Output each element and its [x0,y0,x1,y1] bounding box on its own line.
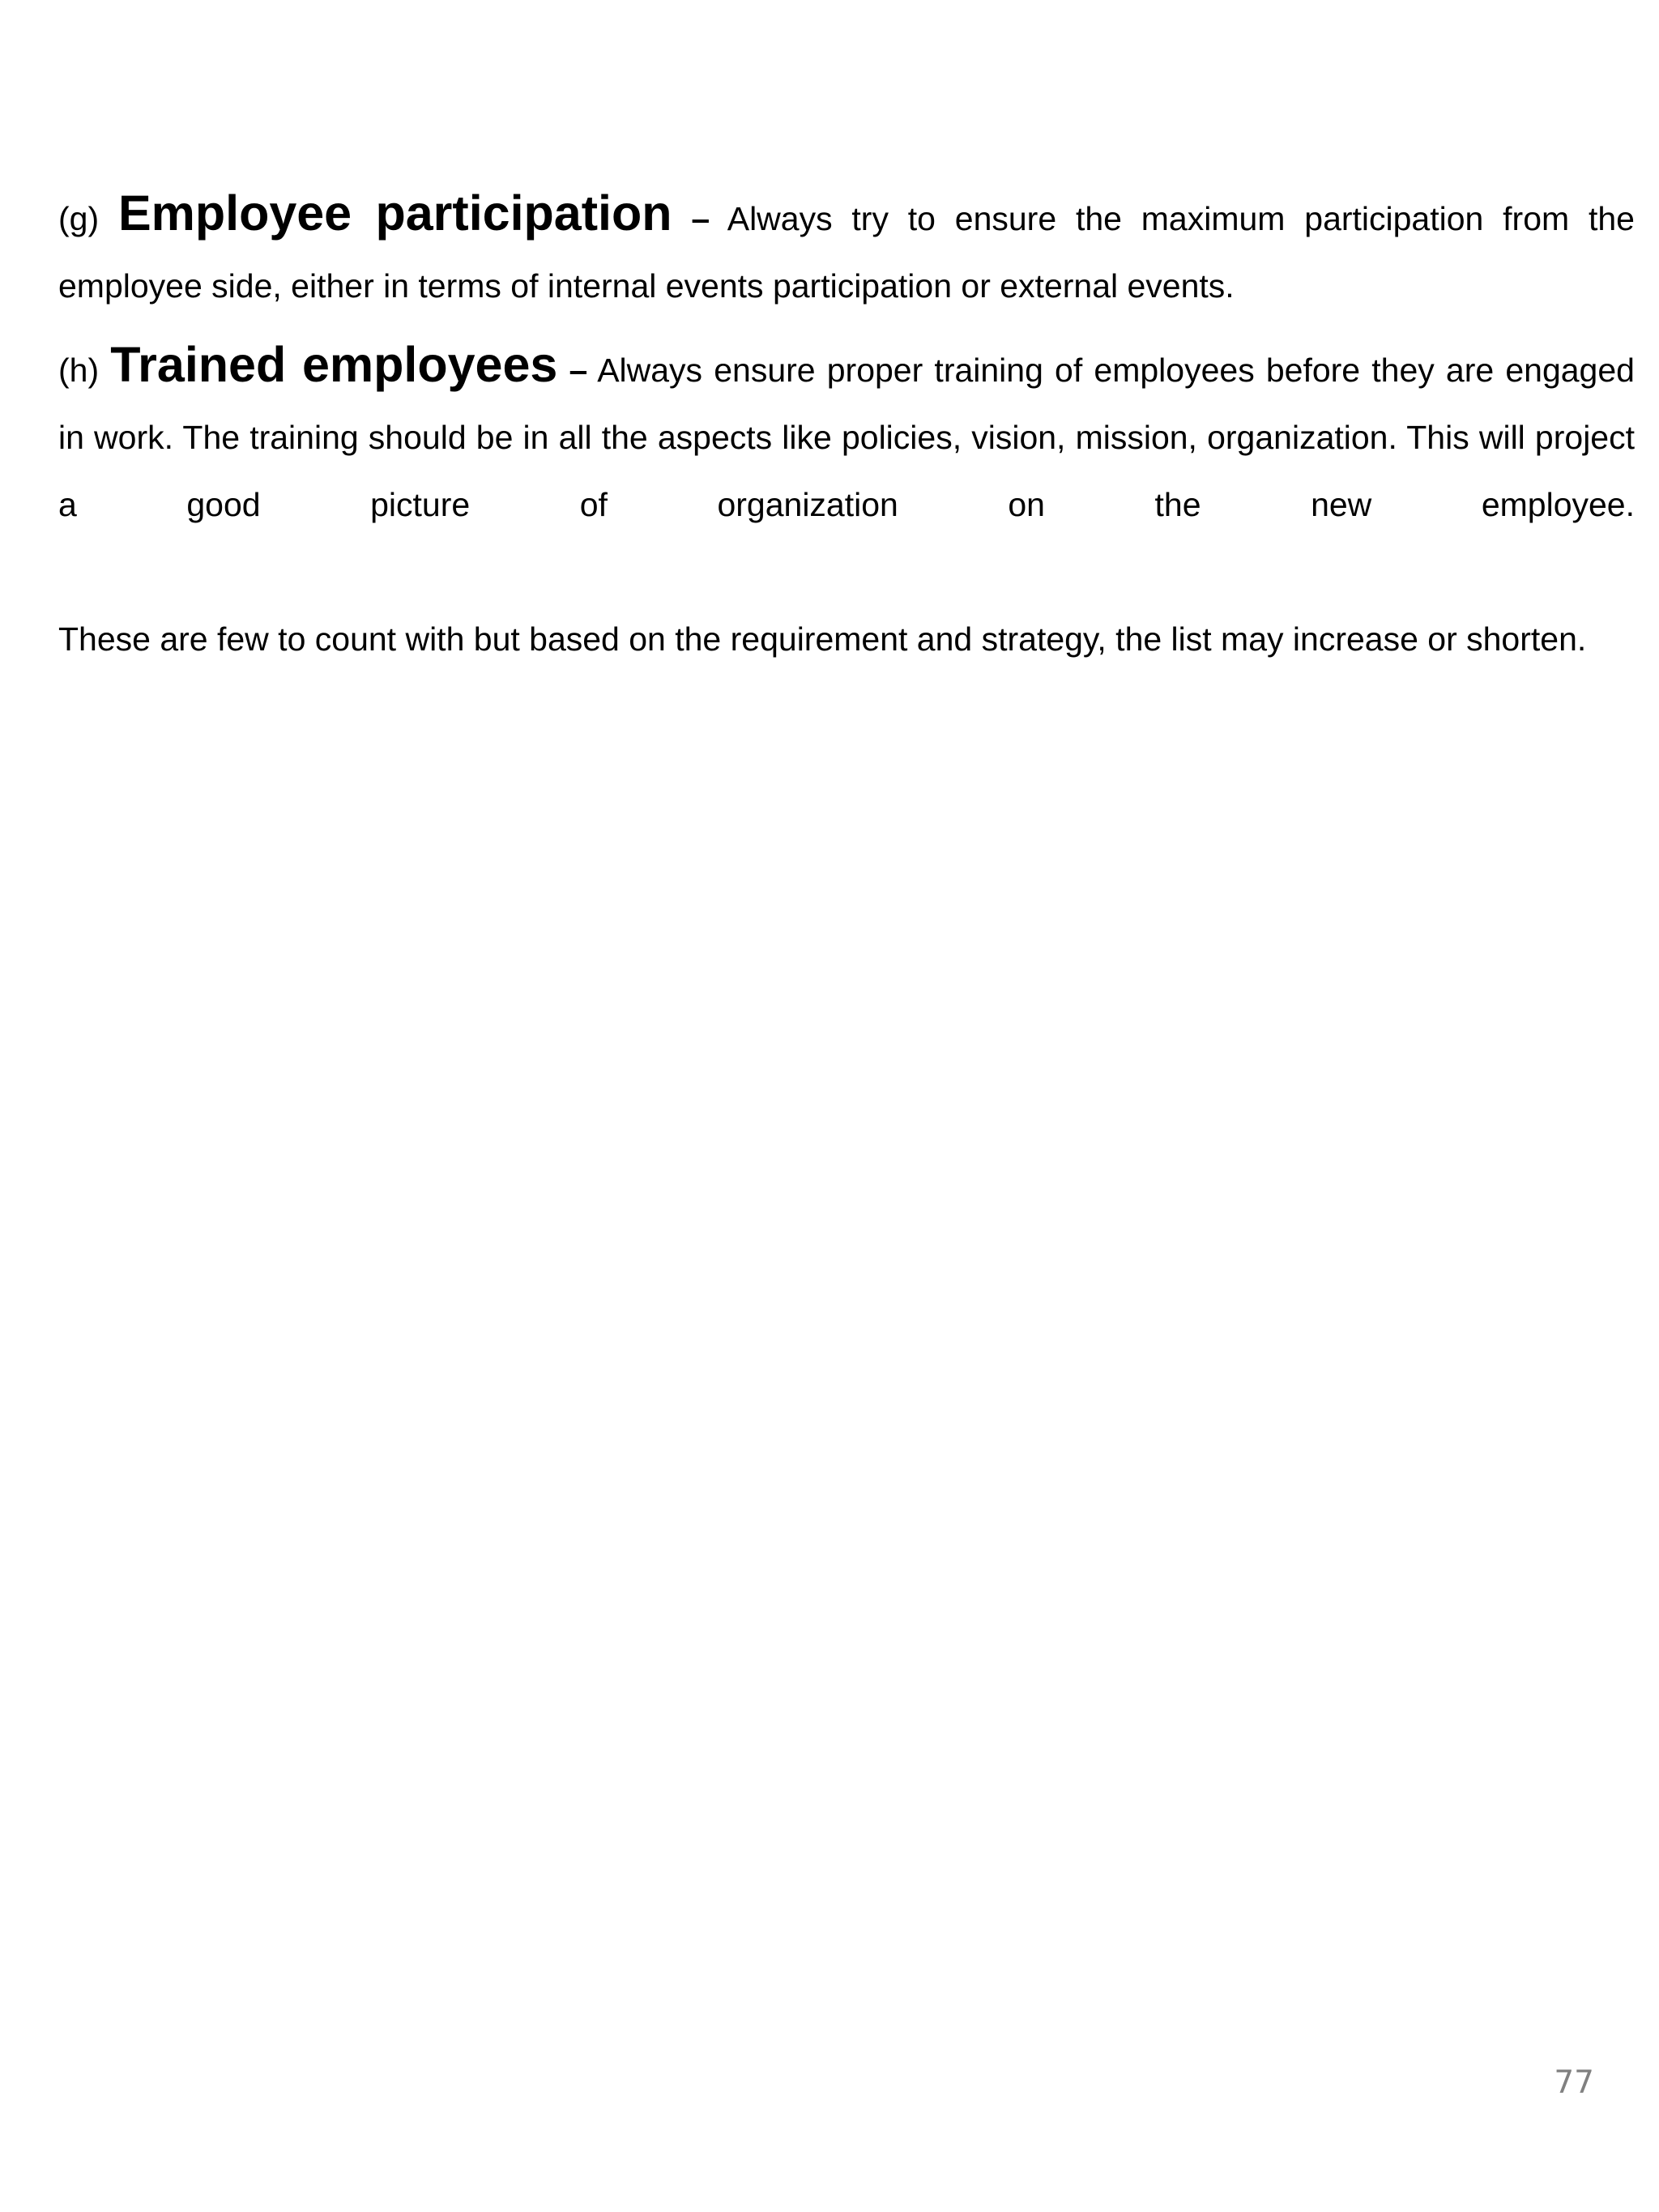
list-item-g [58,180,1635,320]
page-number: 77 [1554,2065,1594,2101]
item-marker: (g) [58,200,100,237]
item-heading: Employee participation [117,185,672,241]
item-text: Always ensure proper training of employees before they are engaged in work. The training should be in all the aspects like policies, vision, mission, organization. This will project a good picture of organization on the new employee. [58,352,1635,523]
closing-paragraph: These are few to count with but based on the requirement and strategy, the list may increase or shorten. [58,620,1587,658]
list-item-h [58,331,1635,539]
item-text: Always try to ensure the maximum participation from the employee side, either in terms of internal events participation or external events. [58,200,1635,305]
item-dash: – [691,200,710,237]
item-marker: (h) [58,352,100,389]
item-heading: Trained employees [110,337,558,392]
page-content [58,180,1635,673]
item-dash: – [569,352,588,389]
